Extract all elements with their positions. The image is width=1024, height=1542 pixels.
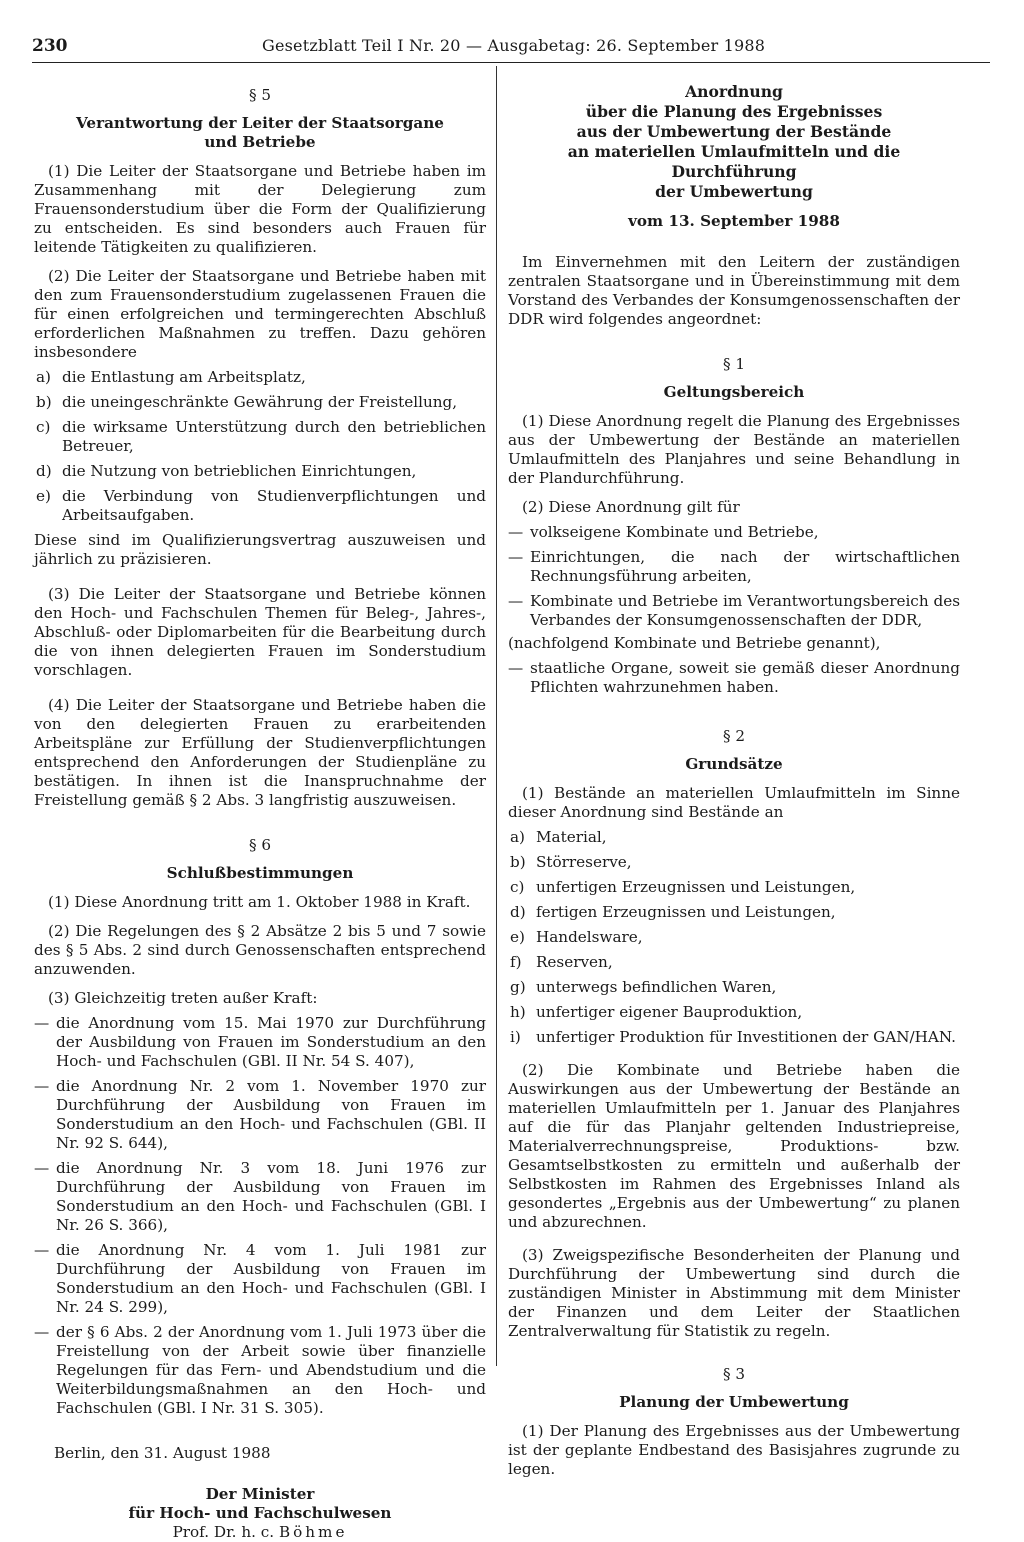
section-3-number: § 3 <box>722 1365 746 1383</box>
section-6-title: Schlußbestimmungen <box>166 864 354 882</box>
signatory-name-prefix: Prof. Dr. h. c. <box>172 1523 275 1541</box>
list-item <box>34 1323 486 1418</box>
list-item <box>508 1003 960 1022</box>
section-2-paragraph-2: (2) Die Kombinate und Betriebe haben die Auswirkungen aus der Umbewertung der Bestände an materiellen Umlaufmitteln per 1. Januar des Planjahres auf die für das Planjahr geltenden Industriepreise, Materialverrechnungspreise, Produktions- bzw. Gesamtselbstkosten zu ermitteln und außerhalb der Selbstkosten im Rahmen des Ergebnisses Inland als gesondertes „Ergebnis aus der Umbewertung“ zu planen und abzurechnen. <box>508 1061 960 1231</box>
list-item-text: die Nutzung von betrieblichen Einrichtungen, <box>62 462 417 480</box>
section-1-title: Geltungsbereich <box>663 383 805 401</box>
header-rule <box>32 62 990 63</box>
list-item-text: die Anordnung Nr. 2 vom 1. November 1970 zur Durchführung der Ausbildung von Frauen im Sonderstudium an den Hoch- und Fachschulen (GBl. II Nr. 92 S. 644), <box>56 1077 486 1152</box>
dash-marker: — <box>34 1159 50 1177</box>
list-item-label: c) <box>36 418 51 436</box>
signatory-name-line <box>34 1523 486 1542</box>
list-item-text: volkseigene Kombinate und Betriebe, <box>530 523 819 541</box>
list-item-label: b) <box>36 393 52 411</box>
list-item-text: unfertigen Erzeugnissen und Leistungen, <box>536 878 856 896</box>
dash-marker: — <box>508 523 524 541</box>
section-6-paragraph-2: (2) Die Regelungen des § 2 Absätze 2 bis 5 und 7 sowie des § 5 Abs. 2 sind durch Genossenschaften entsprechend anzuwenden. <box>34 922 486 978</box>
page-header <box>32 32 990 58</box>
list-item-label: c) <box>510 878 525 896</box>
section-1-number: § 1 <box>722 355 746 373</box>
section-3-paragraph-1: (1) Der Planung des Ergebnisses aus der Umbewertung ist der geplante Endbestand des Basisjahres zugrunde zu legen. <box>508 1422 960 1478</box>
list-item-text: unterwegs befindlichen Waren, <box>536 978 777 996</box>
list-item <box>508 828 960 847</box>
list-item-label: f) <box>510 953 522 971</box>
list-item-label: b) <box>510 853 526 871</box>
signature-block <box>34 1485 486 1542</box>
list-item-label: h) <box>510 1003 526 1021</box>
dash-marker: — <box>508 659 524 677</box>
section-5-paragraph-3: (3) Die Leiter der Staatsorgane und Betriebe können den Hoch- und Fachschulen Themen für Beleg-, Jahres-, Abschluß- oder Diplomarbeiten für die Bearbeitung durch die von ihnen delegierten Frauen im Sonderstudium vorschlagen. <box>34 585 486 679</box>
list-item-text: unfertiger eigener Bauproduktion, <box>536 1003 803 1021</box>
list-item-text: Störreserve, <box>536 853 632 871</box>
list-item-text: die Anordnung Nr. 4 vom 1. Juli 1981 zur Durchführung der Ausbildung von Frauen im Sonderstudium an den Hoch- und Fachschulen (GBl. I Nr. 24 S. 299), <box>56 1241 486 1316</box>
list-item <box>34 462 486 481</box>
list-item <box>34 1014 486 1071</box>
section-6-number: § 6 <box>248 836 272 854</box>
ordinance-title-line1: Anordnung <box>685 82 783 101</box>
ordinance-title-line4: an materiellen Umlaufmitteln und die Durchführung <box>567 142 901 181</box>
list-item-label: g) <box>510 978 526 996</box>
dash-marker: — <box>34 1241 50 1259</box>
section-5-paragraph-2: (2) Die Leiter der Staatsorgane und Betriebe haben mit den zum Frauensonderstudium zugelassenen Frauen die für einen erfolgreichen und termingerechten Abschluß erforderlichen Maßnahmen zu treffen. Dazu gehören insbesondere <box>34 267 486 361</box>
list-item <box>508 853 960 872</box>
section-6-paragraph-1: (1) Diese Anordnung tritt am 1. Oktober 1988 in Kraft. <box>48 893 471 911</box>
section-5-number: § 5 <box>248 86 272 104</box>
scope-list <box>508 523 960 630</box>
section-1-paragraph-1: (1) Diese Anordnung regelt die Planung des Ergebnisses aus der Umbewertung der Bestände an materiellen Umlaufmitteln des Planjahres und seine Behandlung in der Plandurchführung. <box>508 412 960 487</box>
list-item <box>508 523 960 542</box>
list-item <box>34 1159 486 1235</box>
section-2-number: § 2 <box>722 727 746 745</box>
section-5-title-line2: und Betriebe <box>204 133 316 151</box>
signatory-title: Der Minister <box>205 1485 315 1503</box>
list-item-label: d) <box>510 903 526 921</box>
scope-note: (nachfolgend Kombinate und Betriebe genannt), <box>508 634 881 652</box>
list-item <box>34 418 486 456</box>
list-item <box>508 1028 960 1047</box>
list-item-label: i) <box>510 1028 521 1046</box>
section-2-title: Grundsätze <box>685 755 783 773</box>
list-item <box>508 978 960 997</box>
list-item-text: die Anordnung Nr. 3 vom 18. Juni 1976 zur Durchführung der Ausbildung von Frauen im Sonderstudium an den Hoch- und Fachschulen (GBl. I Nr. 26 S. 366), <box>56 1159 486 1234</box>
list-item-text: die uneingeschränkte Gewährung der Freistellung, <box>62 393 458 411</box>
signatory-name: Böhme <box>278 1523 348 1541</box>
list-item-text: die Entlastung am Arbeitsplatz, <box>62 368 306 386</box>
dash-marker: — <box>508 548 524 566</box>
list-item-label: e) <box>36 487 51 505</box>
list-item <box>34 393 486 412</box>
list-item-label: a) <box>36 368 51 386</box>
list-item-text: fertigen Erzeugnissen und Leistungen, <box>536 903 836 921</box>
section-5-title-line1: Verantwortung der Leiter der Staatsorgane <box>76 114 444 132</box>
gazette-header-title: Gesetzblatt Teil I Nr. 20 — Ausgabetag: 26. September 1988 <box>262 36 766 55</box>
list-item-text: staatliche Organe, soweit sie gemäß dieser Anordnung Pflichten wahrzunehmen haben. <box>530 659 960 696</box>
list-item <box>508 903 960 922</box>
section-2-list <box>508 828 960 1047</box>
ordinance-title-line2: über die Planung des Ergebnisses <box>585 102 883 121</box>
section-3-title: Planung der Umbewertung <box>619 1393 849 1411</box>
section-1-paragraph-2: (2) Diese Anordnung gilt für <box>522 498 740 516</box>
right-column <box>508 66 960 1479</box>
list-item-text: die Anordnung vom 15. Mai 1970 zur Durchführung der Ausbildung von Frauen im Sonderstudium an den Hoch- und Fachschulen (GBl. II Nr. 54 S. 407), <box>56 1014 486 1070</box>
dash-marker: — <box>34 1077 50 1095</box>
list-item <box>508 878 960 897</box>
list-item <box>508 659 960 697</box>
dash-marker: — <box>34 1323 50 1341</box>
section-5-paragraph-2-tail: Diese sind im Qualifizierungsvertrag auszuweisen und jährlich zu präzisieren. <box>34 531 486 568</box>
list-item <box>34 1077 486 1153</box>
page-number: 230 <box>32 36 68 56</box>
list-item-text: die wirksame Unterstützung durch den betrieblichen Betreuer, <box>62 418 486 455</box>
list-item-text: Reserven, <box>536 953 613 971</box>
list-item-label: d) <box>36 462 52 480</box>
dash-marker: — <box>508 592 524 610</box>
section-2-paragraph-1: (1) Bestände an materiellen Umlaufmitteln im Sinne dieser Anordnung sind Bestände an <box>508 784 960 821</box>
list-item-label: e) <box>510 928 525 946</box>
list-item <box>508 548 960 586</box>
list-item <box>34 1241 486 1317</box>
section-2-paragraph-3: (3) Zweigspezifische Besonderheiten der Planung und Durchführung der Umbewertung sind durch die zuständigen Minister in Abstimmung mit dem Minister der Finanzen und dem Leiter der Staatlichen Zentralverwaltung für Statistik zu regeln. <box>508 1246 960 1340</box>
list-item-text: Handelsware, <box>536 928 643 946</box>
list-item-text: der § 6 Abs. 2 der Anordnung vom 1. Juli 1973 über die Freistellung von der Arbeit sowie über finanzielle Regelungen für das Fern- und Abendstudium und die Weiterbildungsmaßnahmen an den Hoch- und Fachschulen (GBl. I Nr. 31 S. 305). <box>56 1323 486 1417</box>
section-5-paragraph-1: (1) Die Leiter der Staatsorgane und Betriebe haben im Zusammenhang mit der Delegierung zum Frauensonderstudium über die Form der Qualifizierung zu entscheiden. Es sind besonders auch Frauen für leitende Tätigkeiten zu qualifizieren. <box>34 162 486 256</box>
repealed-list <box>34 1014 486 1418</box>
list-item <box>508 928 960 947</box>
list-item-text: unfertiger Produktion für Investitionen der GAN/HAN. <box>536 1028 956 1046</box>
list-item <box>508 953 960 972</box>
section-5-list <box>34 368 486 525</box>
section-5-paragraph-4: (4) Die Leiter der Staatsorgane und Betriebe haben die von den delegierten Frauen zu erarbeitenden Arbeitspläne zur Erfüllung der Studienverpflichtungen entsprechend den Anforderungen der Studienpläne zu bestätigen. In ihnen ist die Inanspruchnahme der Freistellung gemäß § 2 Abs. 3 langfristig auszuweisen. <box>34 696 486 809</box>
dash-marker: — <box>34 1014 50 1032</box>
list-item-text: Einrichtungen, die nach der wirtschaftlichen Rechnungsführung arbeiten, <box>530 548 960 585</box>
ordinance-intro: Im Einvernehmen mit den Leitern der zuständigen zentralen Staatsorgane und in Übereinstimmung mit dem Vorstand des Verbandes der Konsumgenossenschaften der DDR wird folgendes angeordnet: <box>508 253 960 328</box>
place-and-date: Berlin, den 31. August 1988 <box>54 1444 271 1462</box>
list-item <box>34 368 486 387</box>
list-item <box>508 592 960 630</box>
ordinance-title-line3: aus der Umbewertung der Bestände <box>576 122 892 141</box>
section-6-paragraph-3: (3) Gleichzeitig treten außer Kraft: <box>48 989 318 1007</box>
list-item-text: Material, <box>536 828 607 846</box>
ordinance-title-line5: der Umbewertung <box>655 182 813 201</box>
left-column <box>34 66 486 1542</box>
list-item-text: Kombinate und Betriebe im Verantwortungsbereich des Verbandes der Konsumgenossenschaften der DDR, <box>530 592 960 629</box>
signatory-ministry: für Hoch- und Fachschulwesen <box>128 1504 392 1522</box>
ordinance-date: vom 13. September 1988 <box>628 212 840 230</box>
column-divider <box>496 66 497 1366</box>
list-item-text: die Verbindung von Studienverpflichtungen und Arbeitsaufgaben. <box>62 487 486 524</box>
list-item-label: a) <box>510 828 525 846</box>
scope-list-continued <box>508 659 960 697</box>
list-item <box>34 487 486 525</box>
